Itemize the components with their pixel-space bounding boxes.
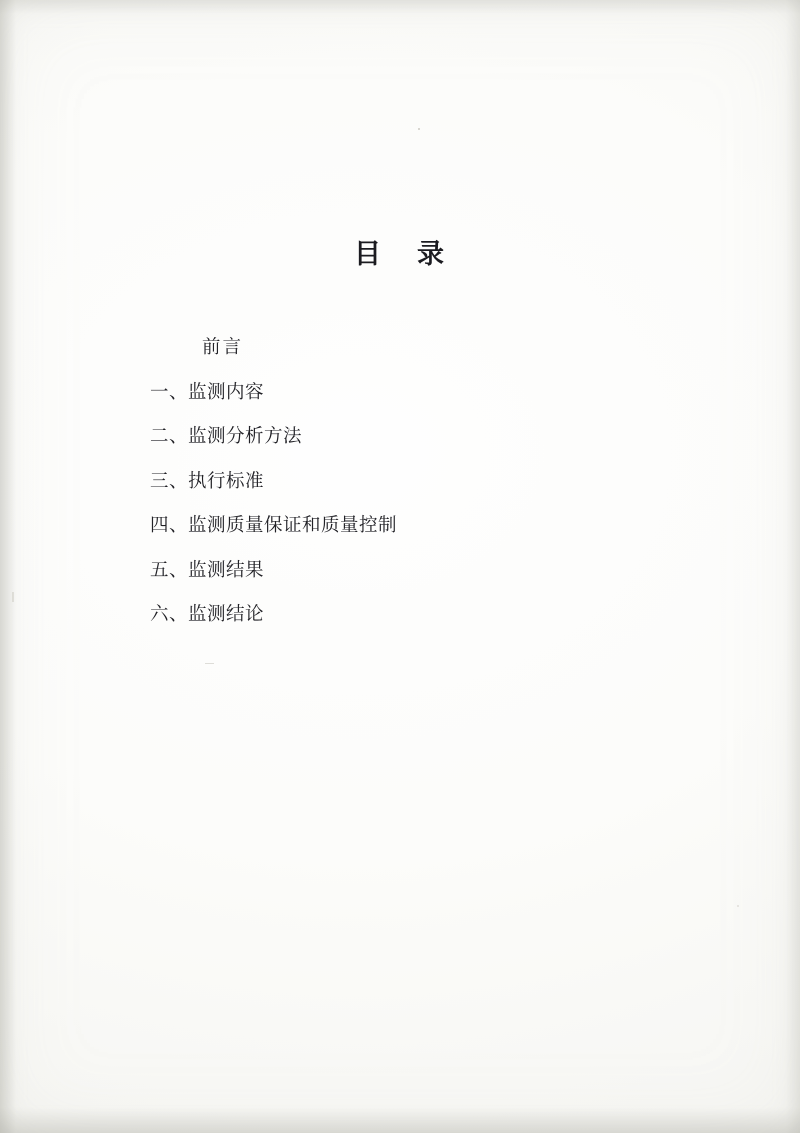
toc-entry-6: 六、监测结论 <box>150 605 265 625</box>
toc-entry-3: 三、执行标准 <box>150 471 265 492</box>
table-of-contents <box>150 326 670 638</box>
toc-entry-2: 二、监测分析方法 <box>150 427 303 447</box>
toc-entry-preface: 前言 <box>202 338 244 358</box>
toc-entry-4: 四、监测质量保证和质量控制 <box>150 516 398 536</box>
toc-entry-5: 五、监测结果 <box>150 560 265 581</box>
page-title <box>0 232 800 271</box>
page-title-char-1: 目 <box>354 239 383 269</box>
page-title-char-2: 录 <box>417 239 446 269</box>
toc-entry-1: 一、监测内容 <box>150 382 265 403</box>
